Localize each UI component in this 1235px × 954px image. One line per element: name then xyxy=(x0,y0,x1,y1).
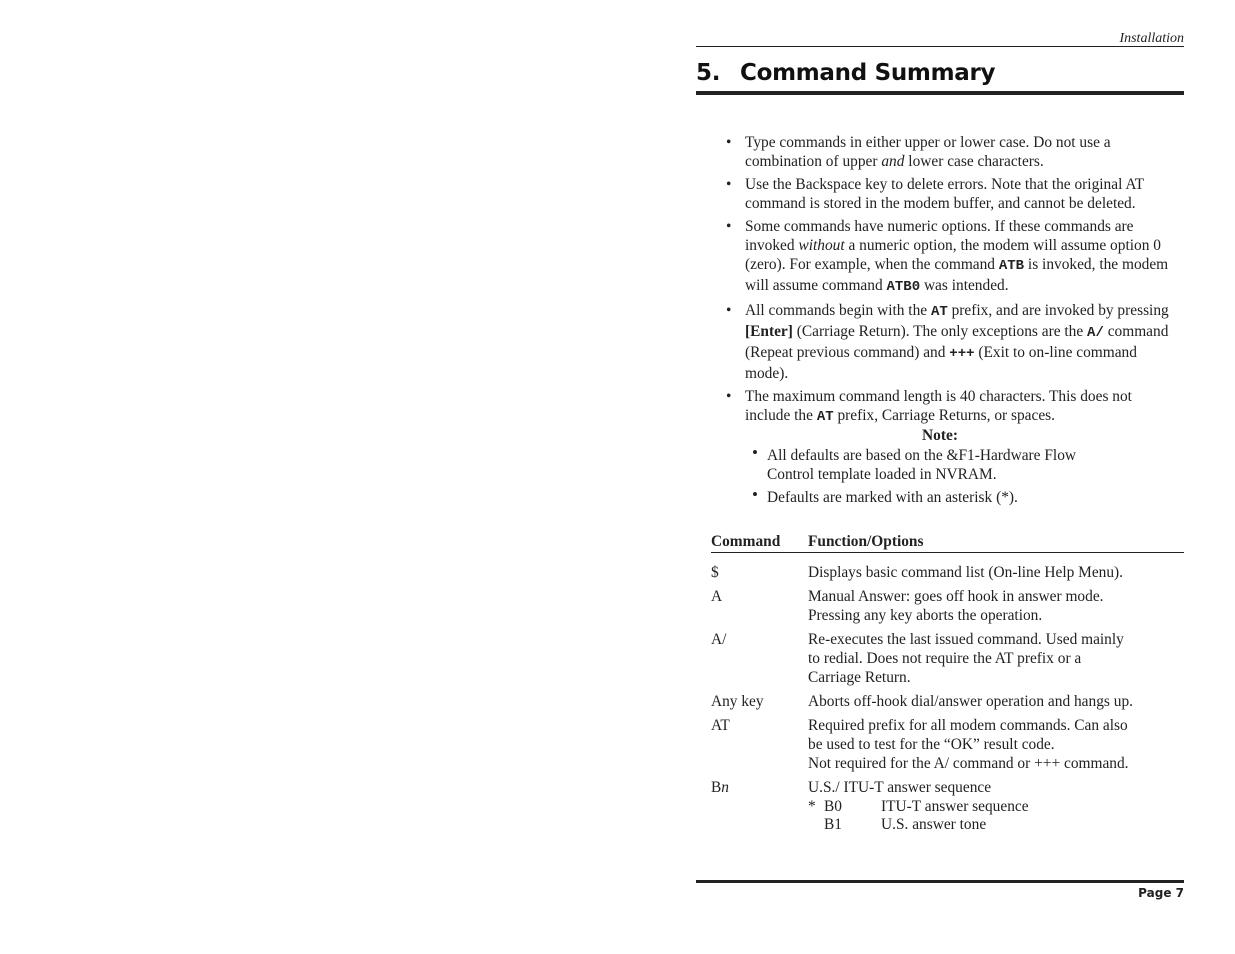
table-row xyxy=(711,630,1184,687)
list-item-text: prefix, and are invoked by pressing xyxy=(947,302,1169,319)
function-line: Aborts off-hook dial/answer operation and hangs up. xyxy=(808,693,1133,710)
list-item-text: All commands begin with the xyxy=(745,302,931,319)
section-title-text: Command Summary xyxy=(740,60,996,86)
command-table xyxy=(711,563,1184,838)
list-item-text: The maximum command length is 40 characters. This does not include the xyxy=(745,388,1132,424)
list-item-text: (Exit to on-line command mode). xyxy=(745,344,1137,382)
list-item-text: command (Repeat previous command) and xyxy=(745,323,1169,361)
option-code: B0 xyxy=(824,798,842,815)
command-text: AT xyxy=(711,717,730,734)
list-item-text: was intended. xyxy=(920,277,1009,294)
function-cell xyxy=(808,587,1184,625)
option-default-marker: * xyxy=(808,798,816,815)
list-item-text: AT xyxy=(816,409,834,425)
table-row xyxy=(711,587,1184,625)
note-list xyxy=(752,446,1112,511)
running-header: Installation xyxy=(1119,31,1184,46)
command-cell xyxy=(711,716,730,735)
title-rule xyxy=(696,91,1184,95)
list-item-text: Type commands in either upper or lower case. Do not use a combination of upper xyxy=(745,134,1111,170)
function-line: Carriage Return. xyxy=(808,669,911,686)
page-number: Page 7 xyxy=(1138,886,1184,900)
note-item: • Defaults are marked with an asterisk (*). xyxy=(752,488,1112,507)
section-number: 5. xyxy=(696,60,721,86)
note-title: Note: xyxy=(922,427,958,444)
note-item: • All defaults are based on the &F1-Hardware Flow Control template loaded in NVRAM. xyxy=(752,446,1112,484)
function-line: Re-executes the last issued command. Used mainly xyxy=(808,631,1124,648)
option-row xyxy=(808,815,1184,833)
list-item-text: +++ xyxy=(949,346,975,362)
document-page xyxy=(696,0,1184,954)
option-row xyxy=(808,797,1184,815)
function-line: Not required for the A/ command or +++ command. xyxy=(808,755,1129,772)
list-item-text: and xyxy=(881,153,905,170)
function-line: Required prefix for all modem commands. Can also xyxy=(808,717,1128,734)
function-line: Pressing any key aborts the operation. xyxy=(808,607,1043,624)
command-parameter: n xyxy=(721,779,729,796)
list-item-text: lower case characters. xyxy=(904,153,1044,170)
function-cell xyxy=(808,692,1184,711)
command-text: $ xyxy=(711,564,719,581)
option-description: ITU-T answer sequence xyxy=(881,798,1029,815)
table-row xyxy=(711,778,1184,833)
list-item-text: prefix, Carriage Returns, or spaces. xyxy=(833,407,1056,424)
list-item xyxy=(726,133,1178,171)
instruction-list xyxy=(726,133,1178,431)
command-cell xyxy=(711,778,729,797)
function-line: be used to test for the “OK” result code. xyxy=(808,736,1055,753)
table-row xyxy=(711,692,1184,711)
function-cell xyxy=(808,716,1184,773)
list-item-text: [Enter] xyxy=(745,323,793,340)
function-line: U.S./ ITU-T answer sequence xyxy=(808,779,992,796)
list-item xyxy=(726,175,1178,213)
footer-rule xyxy=(696,880,1184,883)
list-item-text: ATB xyxy=(998,258,1025,274)
list-item-text: ATB0 xyxy=(886,279,921,295)
list-item-text: Some commands have numeric options. If these commands are invoked xyxy=(745,218,1134,254)
command-text: Any key xyxy=(711,693,764,710)
list-item-text: Use the Backspace key to delete errors. Note that the original AT command is stored in the modem buffer, and cannot be deleted. xyxy=(745,176,1144,212)
command-text: B xyxy=(711,779,722,796)
header-rule xyxy=(696,46,1184,47)
column-header-command: Command xyxy=(711,533,781,550)
list-item-text: is invoked, the modem will assume command xyxy=(745,256,1169,294)
section-title xyxy=(696,60,995,86)
list-item xyxy=(726,217,1178,297)
option-code: B1 xyxy=(824,816,842,833)
list-item-text: AT xyxy=(930,304,948,320)
function-cell xyxy=(808,778,1184,833)
function-cell xyxy=(808,630,1184,687)
table-row xyxy=(711,563,1184,582)
function-cell xyxy=(808,563,1184,582)
list-item xyxy=(726,387,1178,427)
function-line: Displays basic command list (On-line Help Menu). xyxy=(808,564,1124,581)
command-cell xyxy=(711,587,722,606)
function-line: Manual Answer: goes off hook in answer mode. xyxy=(808,588,1104,605)
command-cell xyxy=(711,630,726,649)
function-line: to redial. Does not require the AT prefix or a xyxy=(808,650,1082,667)
list-item xyxy=(726,301,1178,383)
list-item-text: (Carriage Return). The only exceptions are the xyxy=(792,323,1088,340)
list-item-text: without xyxy=(798,237,845,254)
command-cell xyxy=(711,692,764,711)
command-text: A xyxy=(711,588,723,605)
list-item-text: a numeric option, the modem will assume option 0 (zero). For example, when the command xyxy=(745,237,1161,273)
table-row xyxy=(711,716,1184,773)
option-description: U.S. answer tone xyxy=(881,816,987,833)
table-header-rule xyxy=(711,552,1184,553)
command-text: A/ xyxy=(711,631,727,648)
command-cell xyxy=(711,563,719,582)
column-header-function: Function/Options xyxy=(808,533,924,550)
list-item-text: A/ xyxy=(1087,325,1104,341)
